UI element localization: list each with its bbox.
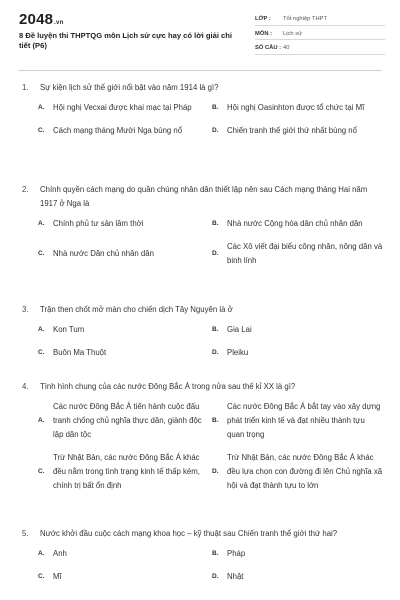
meta-subject: MÔN : Lịch sử xyxy=(255,29,385,41)
answer-options xyxy=(38,547,382,584)
option-c[interactable]: C. Cách mạng tháng Mười Nga bùng nổ xyxy=(38,126,183,135)
document-header xyxy=(0,0,400,70)
document-title: 8 Đề luyện thi THPTQG môn Lịch sử cực hay có lời giải chi tiết (P6) xyxy=(19,31,233,50)
question-4 xyxy=(22,380,382,493)
question-1 xyxy=(22,81,382,138)
header-divider xyxy=(18,70,382,71)
question-5 xyxy=(22,527,382,584)
answer-options xyxy=(38,101,382,138)
meta-question-count: SỐ CÂU : 40 xyxy=(255,43,385,55)
option-d[interactable]: D. Pleiku xyxy=(212,348,249,357)
answer-options xyxy=(38,400,382,493)
answer-options xyxy=(38,217,382,268)
question-text: Chính quyền cách mạng do quần chúng nhân dân thiết lập nên sau Cách mạng tháng Hai năm 1917 ở Nga là xyxy=(40,185,368,208)
meta-class: LỚP : Tốt nghiệp THPT xyxy=(255,14,385,26)
option-c[interactable]: C. Mĩ xyxy=(38,572,62,581)
option-a[interactable]: A. Kon Tum xyxy=(38,325,85,334)
option-b[interactable]: B. Nhà nước Cộng hòa dân chủ nhân dân xyxy=(212,219,363,228)
question-number: 5. xyxy=(22,529,29,538)
option-d[interactable]: D. Các Xô viết đại biểu công nhân, nông dân và binh lính xyxy=(212,242,383,265)
question-2 xyxy=(22,183,382,268)
option-d[interactable]: D. Nhật xyxy=(212,572,244,581)
question-number: 4. xyxy=(22,382,29,391)
question-text: Sự kiện lịch sử thế giới nổi bật vào năm 1914 là gì? xyxy=(40,83,219,92)
option-d[interactable]: D. Chiến tranh thế giới thứ nhất bùng nổ xyxy=(212,126,357,135)
option-b[interactable]: B. Hội nghị Oasinhtơn được tổ chức tại Mĩ xyxy=(212,103,365,112)
question-number: 2. xyxy=(22,185,29,194)
option-c[interactable]: C. Nhà nước Dân chủ nhân dân xyxy=(38,249,154,258)
option-c[interactable]: C. Trừ Nhật Bản, các nước Đông Bắc Á khác đều nằm trong tình trạng kinh tế thấp kém, chính trị bất ổn định xyxy=(38,453,200,490)
option-d[interactable]: D. Trừ Nhật Bản, các nước Đông Bắc Á khác đều lựa chọn con đường đi lên Chủ nghĩa xã hội và đạt thành tựu to lớn xyxy=(212,453,383,490)
question-text: Tình hình chung của các nước Đông Bắc Á trong nửa sau thế kỉ XX là gì? xyxy=(40,382,296,391)
option-a[interactable]: A. Các nước Đông Bắc Á tiến hành cuộc đấu tranh chống chủ nghĩa thực dân, giành độc lập dân tộc xyxy=(38,402,202,439)
option-a[interactable]: A. Hội nghị Vecxai được khai mạc tại Pháp xyxy=(38,103,192,112)
option-a[interactable]: A. Anh xyxy=(38,549,67,558)
document-meta xyxy=(255,14,385,58)
option-b[interactable]: B. Các nước Đông Bắc Á bắt tay vào xây dựng phát triển kinh tế và đạt nhiều thành tựu quan trọng xyxy=(212,402,381,439)
question-3 xyxy=(22,303,382,360)
option-b[interactable]: B. Gia Lai xyxy=(212,325,252,334)
question-number: 3. xyxy=(22,305,29,314)
option-a[interactable]: A. Chính phủ tư sản lâm thời xyxy=(38,219,144,228)
site-logo[interactable]: 2048.vn xyxy=(19,11,64,28)
option-c[interactable]: C. Buôn Ma Thuột xyxy=(38,348,107,357)
question-number: 1. xyxy=(22,83,29,92)
question-text: Trận then chốt mở màn cho chiến dịch Tây Nguyên là ở xyxy=(40,305,233,314)
question-text: Nước khởi đầu cuộc cách mạng khoa học – kỹ thuật sau Chiến tranh thế giới thứ hai? xyxy=(40,529,338,538)
option-b[interactable]: B. Pháp xyxy=(212,549,246,558)
answer-options xyxy=(38,323,382,360)
